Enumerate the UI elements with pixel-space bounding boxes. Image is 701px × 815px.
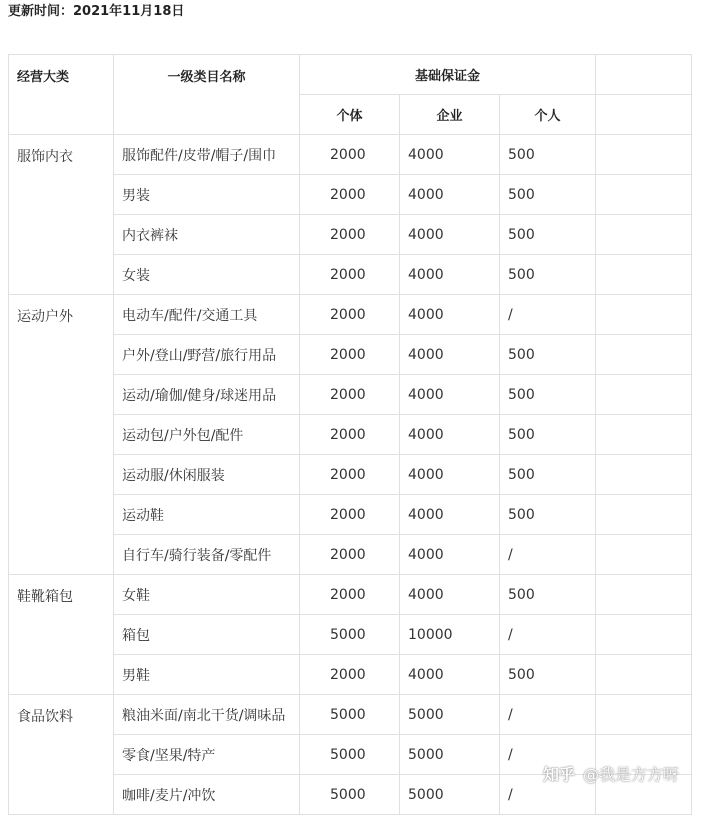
individual-business-deposit-cell: 2000	[300, 655, 400, 695]
individual-business-deposit-cell: 5000	[300, 775, 400, 815]
category-cell: 食品饮料	[9, 695, 114, 815]
person-deposit-cell: 500	[500, 175, 596, 215]
person-deposit-cell: /	[500, 775, 596, 815]
individual-business-deposit-cell: 2000	[300, 495, 400, 535]
subcategory-cell: 女装	[114, 255, 300, 295]
table-body	[9, 135, 692, 815]
subcategory-cell: 服饰配件/皮带/帽子/围巾	[114, 135, 300, 175]
person-deposit-cell: /	[500, 735, 596, 775]
person-deposit-cell: 500	[500, 455, 596, 495]
individual-business-deposit-cell: 2000	[300, 375, 400, 415]
person-deposit-cell: 500	[500, 255, 596, 295]
empty-cell	[596, 255, 692, 295]
empty-cell	[596, 335, 692, 375]
table-row	[9, 295, 692, 335]
subcategory-cell: 运动包/户外包/配件	[114, 415, 300, 455]
enterprise-deposit-cell: 4000	[400, 455, 500, 495]
category-cell: 鞋靴箱包	[9, 575, 114, 695]
subcategory-cell: 运动服/休闲服装	[114, 455, 300, 495]
empty-cell	[596, 295, 692, 335]
empty-cell	[596, 535, 692, 575]
person-deposit-cell: 500	[500, 135, 596, 175]
header-row-1	[9, 55, 692, 95]
person-deposit-cell: /	[500, 295, 596, 335]
header-person: 个人	[500, 95, 596, 135]
individual-business-deposit-cell: 5000	[300, 735, 400, 775]
enterprise-deposit-cell: 4000	[400, 575, 500, 615]
update-time: 更新时间：2021年11月18日	[8, 4, 185, 19]
subcategory-cell: 箱包	[114, 615, 300, 655]
empty-cell	[596, 455, 692, 495]
enterprise-deposit-cell: 5000	[400, 735, 500, 775]
header-empty	[596, 55, 692, 95]
subcategory-cell: 零食/坚果/特产	[114, 735, 300, 775]
person-deposit-cell: 500	[500, 415, 596, 455]
empty-cell	[596, 375, 692, 415]
individual-business-deposit-cell: 2000	[300, 415, 400, 455]
person-deposit-cell: 500	[500, 655, 596, 695]
subcategory-cell: 男装	[114, 175, 300, 215]
subcategory-cell: 内衣裤袜	[114, 215, 300, 255]
subcategory-cell: 运动/瑜伽/健身/球迷用品	[114, 375, 300, 415]
individual-business-deposit-cell: 2000	[300, 535, 400, 575]
individual-business-deposit-cell: 2000	[300, 215, 400, 255]
header-subcategory: 一级类目名称	[114, 55, 300, 135]
zhihu-watermark	[543, 762, 679, 785]
subcategory-cell: 粮油米面/南北干货/调味品	[114, 695, 300, 735]
empty-cell	[596, 135, 692, 175]
header-individual-business: 个体	[300, 95, 400, 135]
deposit-table	[8, 54, 692, 815]
watermark-handle: @我是方方呀	[582, 765, 679, 784]
empty-cell	[596, 575, 692, 615]
empty-cell	[596, 415, 692, 455]
subcategory-cell: 电动车/配件/交通工具	[114, 295, 300, 335]
individual-business-deposit-cell: 2000	[300, 295, 400, 335]
individual-business-deposit-cell: 2000	[300, 455, 400, 495]
subcategory-cell: 自行车/骑行装备/零配件	[114, 535, 300, 575]
enterprise-deposit-cell: 4000	[400, 535, 500, 575]
enterprise-deposit-cell: 4000	[400, 655, 500, 695]
enterprise-deposit-cell: 4000	[400, 375, 500, 415]
person-deposit-cell: 500	[500, 215, 596, 255]
empty-cell	[596, 215, 692, 255]
enterprise-deposit-cell: 4000	[400, 215, 500, 255]
enterprise-deposit-cell: 4000	[400, 495, 500, 535]
enterprise-deposit-cell: 5000	[400, 775, 500, 815]
enterprise-deposit-cell: 10000	[400, 615, 500, 655]
category-cell: 运动户外	[9, 295, 114, 575]
person-deposit-cell: /	[500, 695, 596, 735]
person-deposit-cell: 500	[500, 495, 596, 535]
individual-business-deposit-cell: 5000	[300, 615, 400, 655]
table-row	[9, 695, 692, 735]
individual-business-deposit-cell: 2000	[300, 335, 400, 375]
table-row	[9, 575, 692, 615]
person-deposit-cell: 500	[500, 375, 596, 415]
individual-business-deposit-cell: 2000	[300, 175, 400, 215]
empty-cell	[596, 695, 692, 735]
category-cell: 服饰内衣	[9, 135, 114, 295]
empty-cell	[596, 655, 692, 695]
watermark-logo: 知乎	[542, 765, 575, 784]
person-deposit-cell: /	[500, 615, 596, 655]
enterprise-deposit-cell: 5000	[400, 695, 500, 735]
enterprise-deposit-cell: 4000	[400, 335, 500, 375]
enterprise-deposit-cell: 4000	[400, 135, 500, 175]
empty-cell	[596, 615, 692, 655]
individual-business-deposit-cell: 5000	[300, 695, 400, 735]
individual-business-deposit-cell: 2000	[300, 575, 400, 615]
subcategory-cell: 运动鞋	[114, 495, 300, 535]
enterprise-deposit-cell: 4000	[400, 415, 500, 455]
empty-cell	[596, 175, 692, 215]
header-empty	[596, 95, 692, 135]
subcategory-cell: 咖啡/麦片/冲饮	[114, 775, 300, 815]
individual-business-deposit-cell: 2000	[300, 135, 400, 175]
person-deposit-cell: 500	[500, 575, 596, 615]
empty-cell	[596, 495, 692, 535]
enterprise-deposit-cell: 4000	[400, 295, 500, 335]
person-deposit-cell: 500	[500, 335, 596, 375]
person-deposit-cell: /	[500, 535, 596, 575]
individual-business-deposit-cell: 2000	[300, 255, 400, 295]
header-category: 经营大类	[9, 55, 114, 135]
header-deposit: 基础保证金	[300, 55, 596, 95]
subcategory-cell: 女鞋	[114, 575, 300, 615]
enterprise-deposit-cell: 4000	[400, 175, 500, 215]
subcategory-cell: 户外/登山/野营/旅行用品	[114, 335, 300, 375]
enterprise-deposit-cell: 4000	[400, 255, 500, 295]
header-enterprise: 企业	[400, 95, 500, 135]
subcategory-cell: 男鞋	[114, 655, 300, 695]
table-row	[9, 135, 692, 175]
